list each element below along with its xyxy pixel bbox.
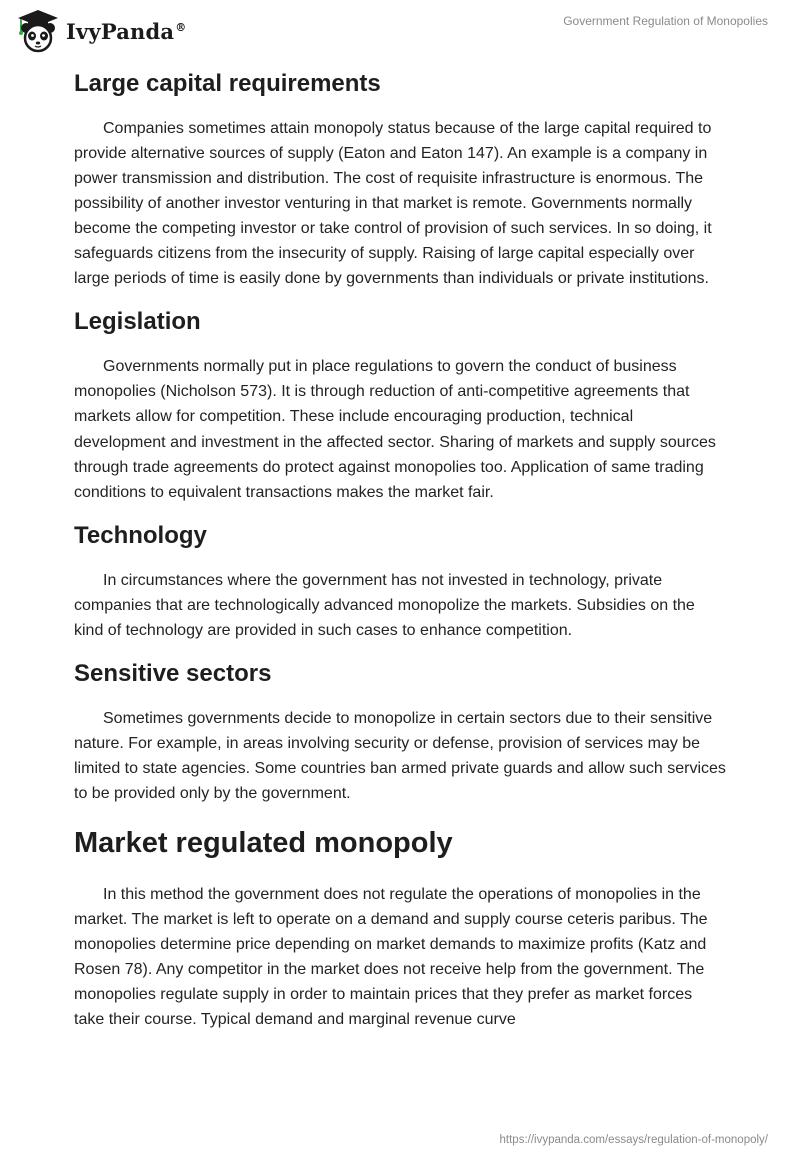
essay-content <box>74 70 726 1032</box>
section-heading-technology: Technology <box>74 521 207 549</box>
source-url[interactable]: https://ivypanda.com/essays/regulation-of-monopoly/ <box>499 1134 768 1146</box>
section-paragraph-legislation: Governments normally put in place regulations to govern the conduct of business monopolies (Nicholson 573). It is through reduction of anti-competitive agreements that markets allow for competition. These include encouraging production, technical development and investment in the affected sector. Sharing of markets and supply sources through trade agreements do protect against monopolies too. Application of same trading conditions to equivalent transactions makes the market fair. <box>74 358 716 501</box>
section-paragraph-sensitive: Sometimes governments decide to monopolize in certain sectors due to their sensitive nature. For example, in areas involving security or defense, provision of services may be limited to state agencies. Some countries ban armed private guards and allow such services to be provided only by the government. <box>74 709 726 802</box>
document-title: Government Regulation of Monopolies <box>563 14 768 28</box>
section-paragraph-capital: Companies sometimes attain monopoly status because of the large capital required to provide alternative sources of supply (Eaton and Eaton 147). An example is a company in power transmission and distribution. The cost of requisite infrastructure is enormous. The possibility of another investor venturing in that market is remote. Governments normally become the competing investor or take control of provision of such services. In so doing, it safeguards citizens from the insecurity of supply. Raising of large capital especially over large periods of time is easily done by governments than individuals or private institutions. <box>74 119 712 288</box>
registered-mark: ® <box>175 20 187 34</box>
logo-wordmark: IvyPanda® <box>66 18 187 44</box>
section-paragraph-technology: In circumstances where the government has not invested in technology, private companies that are technologically advanced monopolize the markets. Subsidies on the kind of technology are provided in such cases to enhance competition. <box>74 571 695 639</box>
section-heading-sensitive: Sensitive sectors <box>74 659 272 687</box>
section-heading-legislation: Legislation <box>74 308 201 336</box>
main-section-heading: Market regulated monopoly <box>74 827 453 860</box>
page-header <box>0 0 800 60</box>
main-section-paragraph: In this method the government does not regulate the operations of monopolies in the market. The market is left to operate on a demand and supply course ceteris paribus. The monopolies determine price depending on market demands to maximize profits (Katz and Rosen 78). Any competitor in the market does not receive help from the government. The monopolies regulate supply in order to maintain prices that they prefer as market forces take their course. Typical demand and marginal revenue curve <box>74 885 708 1029</box>
section-heading-capital: Large capital requirements <box>74 70 381 97</box>
panda-graduate-icon <box>14 8 62 54</box>
ivypanda-logo[interactable] <box>14 8 186 54</box>
